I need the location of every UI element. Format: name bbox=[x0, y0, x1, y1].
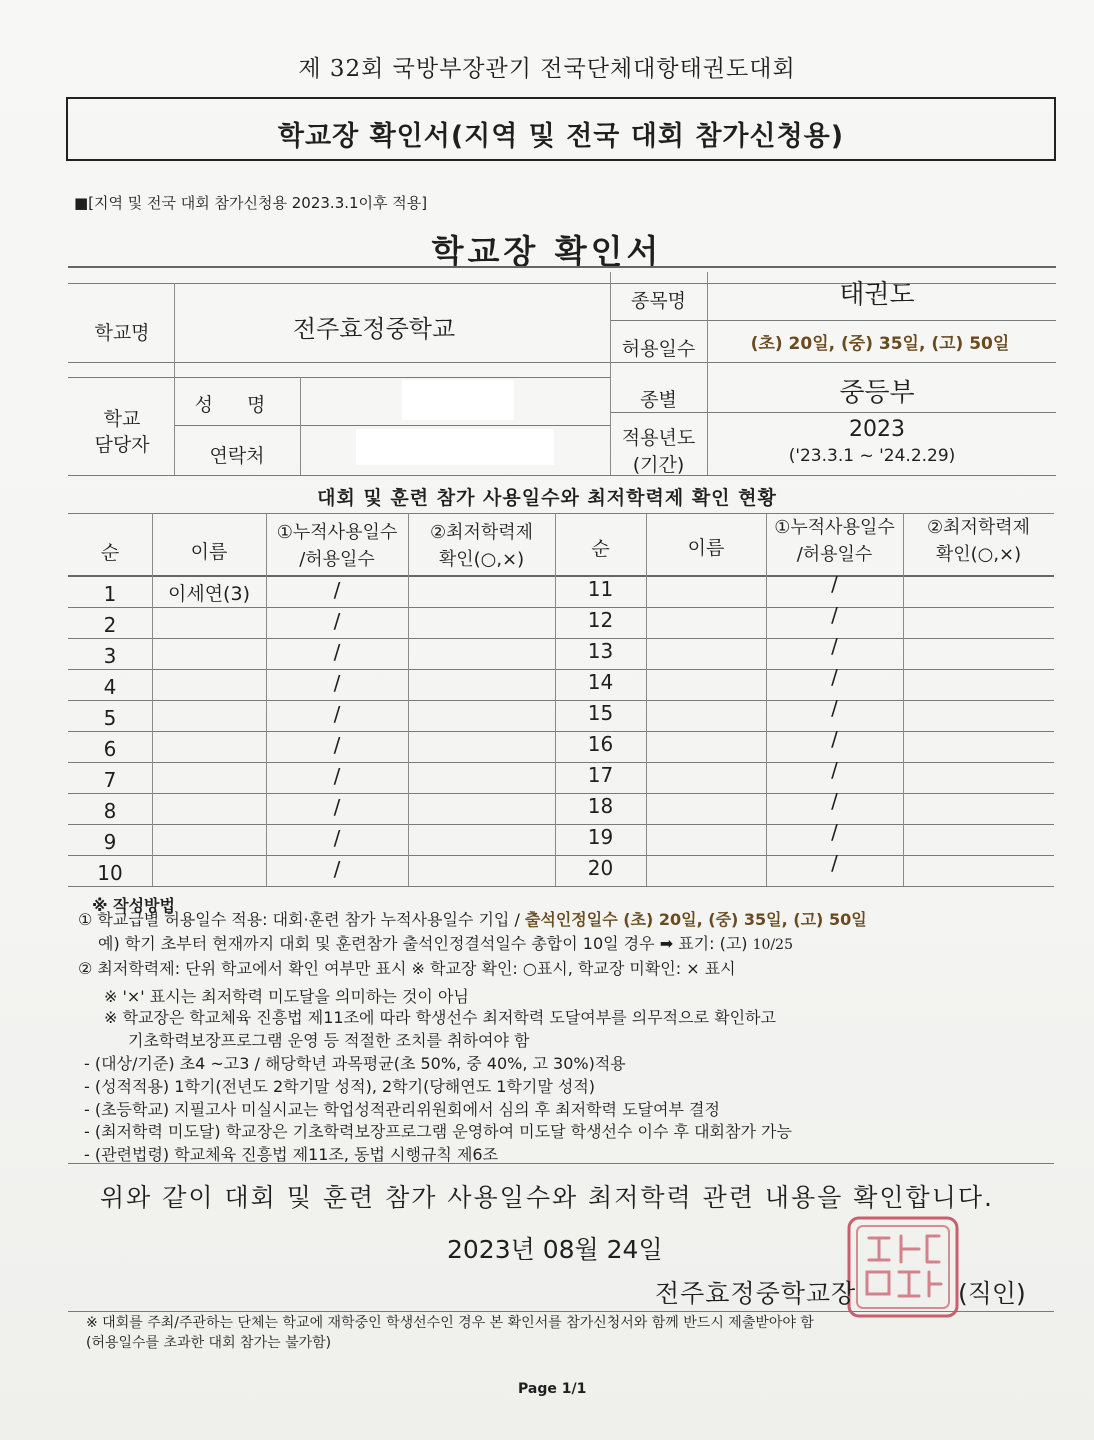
note-1-example-mark: 표기: (고) bbox=[678, 934, 748, 953]
row-number: 2 bbox=[103, 613, 117, 637]
row-days: / bbox=[333, 795, 341, 819]
row-days: / bbox=[831, 851, 838, 875]
year-value: 2023 bbox=[849, 417, 905, 442]
header-days-1-right: ①누적사용일수 bbox=[774, 517, 895, 538]
detail-1: - (대상/기준) 초4 ~고3 / 해당학년 과목평균(초 50%, 중 40%, 고 30%)적용 bbox=[84, 1054, 626, 1073]
note-1-example bbox=[98, 931, 793, 954]
header-acad-1-right: ②최저학력제 bbox=[926, 517, 1031, 538]
row-days: / bbox=[831, 820, 838, 844]
notes-title: ※ 작성방법 bbox=[92, 896, 175, 915]
header-acad-2: 확인(○,×) bbox=[438, 549, 525, 570]
detail-5: - (관련법령) 학교체육 진흥법 제11조, 동법 시행규칙 제6조 bbox=[84, 1145, 499, 1164]
principal-title: 전주효정중학교장 bbox=[655, 1279, 857, 1308]
row-days: / bbox=[333, 702, 341, 726]
row-number: 13 bbox=[587, 639, 614, 663]
header-seq: 순 bbox=[100, 542, 120, 564]
allowed-days-label: 허용일수 bbox=[621, 338, 696, 360]
row-days: / bbox=[333, 826, 341, 850]
staff-label-2: 담당자 bbox=[94, 434, 150, 456]
header-acad-2-right: 확인(○,×) bbox=[935, 544, 1022, 565]
note-1-highlight: 출석인정일수 (초) 20일, (중) 35일, (고) 50일 bbox=[524, 910, 867, 929]
row-number: 12 bbox=[587, 608, 614, 632]
row-number: 4 bbox=[103, 675, 117, 699]
row-days: / bbox=[333, 671, 341, 695]
division-label: 종별 bbox=[640, 389, 677, 411]
note-1 bbox=[78, 907, 867, 930]
row-number: 15 bbox=[587, 701, 614, 725]
row-number: 5 bbox=[103, 706, 117, 730]
form-banner-title: 학교장 확인서(지역 및 전국 대회 참가신청용) bbox=[277, 121, 845, 152]
note-2: ② 최저학력제: 단위 학교에서 확인 여부만 표시 ※ 학교장 확인: ○표시, 학교장 미확인: × 표시 bbox=[78, 959, 736, 978]
redacted-contact bbox=[356, 429, 554, 465]
row-days: / bbox=[333, 578, 341, 602]
note-1-example-value: 10/25 bbox=[752, 937, 793, 953]
row-number: 20 bbox=[587, 856, 614, 880]
header-name-right: 이름 bbox=[687, 537, 725, 559]
footer-note-2: (허용일수를 초과한 대회 참가는 불가함) bbox=[86, 1335, 332, 1351]
school-name-label: 학교명 bbox=[94, 322, 150, 344]
row-days: / bbox=[831, 603, 838, 627]
school-name-value: 전주효정중학교 bbox=[292, 315, 456, 343]
row-days: / bbox=[333, 640, 341, 664]
contact-label: 연락처 bbox=[209, 445, 265, 467]
row-number: 16 bbox=[587, 732, 614, 756]
seal-label: (직인) bbox=[958, 1279, 1026, 1308]
document-heading: 학교장 확인서 bbox=[431, 232, 663, 271]
row-days: / bbox=[831, 572, 838, 596]
page-number: Page 1/1 bbox=[518, 1381, 587, 1397]
allowed-days-value: (초) 20일, (중) 35일, (고) 50일 bbox=[750, 334, 1010, 354]
row-days: / bbox=[831, 665, 838, 689]
applied-note: ■[지역 및 전국 대회 참가신청용 2023.3.1이후 적용] bbox=[74, 194, 428, 212]
footer-note-1: ※ 대회를 주최/주관하는 단체는 학교에 재학중인 학생선수인 경우 본 확인서를 참가신청서와 함께 반드시 제출받아야 함 bbox=[86, 1315, 814, 1331]
note-2-b2: 기초학력보장프로그램 운영 등 적절한 조치를 취하여야 함 bbox=[128, 1031, 530, 1050]
note-2-b1: ※ 학교장은 학교체육 진흥법 제11조에 따라 학생선수 최저학력 도달여부를 의무적으로 확인하고 bbox=[104, 1008, 776, 1027]
row-days: / bbox=[831, 758, 838, 782]
row-number: 1 bbox=[103, 582, 117, 606]
row-number: 7 bbox=[103, 768, 117, 792]
sport-value: 태권도 bbox=[839, 280, 915, 310]
header-acad-1: ②최저학력제 bbox=[429, 522, 534, 543]
row-days: / bbox=[831, 789, 838, 813]
staff-label-1: 학교 bbox=[103, 408, 141, 430]
row-days: / bbox=[831, 727, 838, 751]
year-label-2: (기간) bbox=[632, 454, 685, 476]
row-days: / bbox=[333, 857, 341, 881]
detail-4: - (최저학력 미도달) 학교장은 기초학력보장프로그램 운영하여 미도달 학생선수 이수 후 대회참가 가능 bbox=[84, 1122, 792, 1141]
header-days-2: /허용일수 bbox=[299, 549, 375, 570]
row-number: 18 bbox=[587, 794, 614, 818]
header-name: 이름 bbox=[190, 541, 228, 563]
row-days: / bbox=[831, 696, 838, 720]
row-number: 8 bbox=[103, 799, 117, 823]
detail-3: - (초등학교) 지필고사 미실시교는 학업성적관리위원회에서 심의 후 최저학력 도달여부 결정 bbox=[84, 1100, 720, 1119]
row-days: / bbox=[831, 634, 838, 658]
row-number: 14 bbox=[587, 670, 614, 694]
footer-note bbox=[86, 1313, 814, 1353]
header-seq-right: 순 bbox=[591, 538, 610, 560]
note-1-text: ① 학교급별 허용일수 적용: 대회·훈련 참가 누적사용일수 기입 / bbox=[78, 910, 520, 929]
row-student-name: 이세연(3) bbox=[168, 583, 250, 605]
row-number: 9 bbox=[103, 830, 117, 854]
sport-label: 종목명 bbox=[630, 290, 687, 312]
row-days: / bbox=[333, 733, 341, 757]
official-seal-icon bbox=[843, 1214, 963, 1322]
form-banner bbox=[66, 97, 1056, 161]
header-days-2-right: /허용일수 bbox=[796, 544, 873, 565]
year-label-1: 적용년도 bbox=[621, 427, 696, 449]
event-title: 제 32회 국방부장관기 전국단체대항태권도대회 bbox=[298, 56, 796, 82]
row-number: 17 bbox=[587, 763, 614, 787]
name-label: 성 명 bbox=[194, 394, 280, 416]
row-number: 6 bbox=[103, 737, 117, 761]
year-period: ('23.3.1 ~ '24.2.29) bbox=[788, 446, 956, 466]
detail-2: - (성적적용) 1학기(전년도 2학기말 성적), 2학기(당해연도 1학기말 성적) bbox=[84, 1077, 596, 1096]
row-number: 19 bbox=[587, 825, 614, 849]
header-days-1: ①누적사용일수 bbox=[276, 522, 398, 543]
note-1-example-text: 예) 학기 초부터 현재까지 대회 및 훈련참가 출석인정결석일수 총합이 10일 경우 bbox=[98, 934, 655, 953]
row-days: / bbox=[333, 609, 341, 633]
redacted-name bbox=[402, 380, 514, 420]
sign-date: 2023년 08월 24일 bbox=[447, 1235, 663, 1264]
row-number: 11 bbox=[587, 577, 614, 601]
row-number: 3 bbox=[103, 644, 117, 668]
confirmation-statement: 위와 같이 대회 및 훈련 참가 사용일수와 최저학력 관련 내용을 확인합니다. bbox=[100, 1183, 994, 1212]
row-number: 10 bbox=[97, 861, 123, 885]
table-caption: 대회 및 훈련 참가 사용일수와 최저학력제 확인 현황 bbox=[317, 487, 777, 509]
note-2-a: ※ '×' 표시는 최저학력 미도달을 의미하는 것이 아님 bbox=[104, 987, 469, 1006]
row-days: / bbox=[333, 764, 341, 788]
division-value: 중등부 bbox=[839, 378, 915, 408]
arrow-right-icon: ➡ bbox=[659, 934, 674, 953]
